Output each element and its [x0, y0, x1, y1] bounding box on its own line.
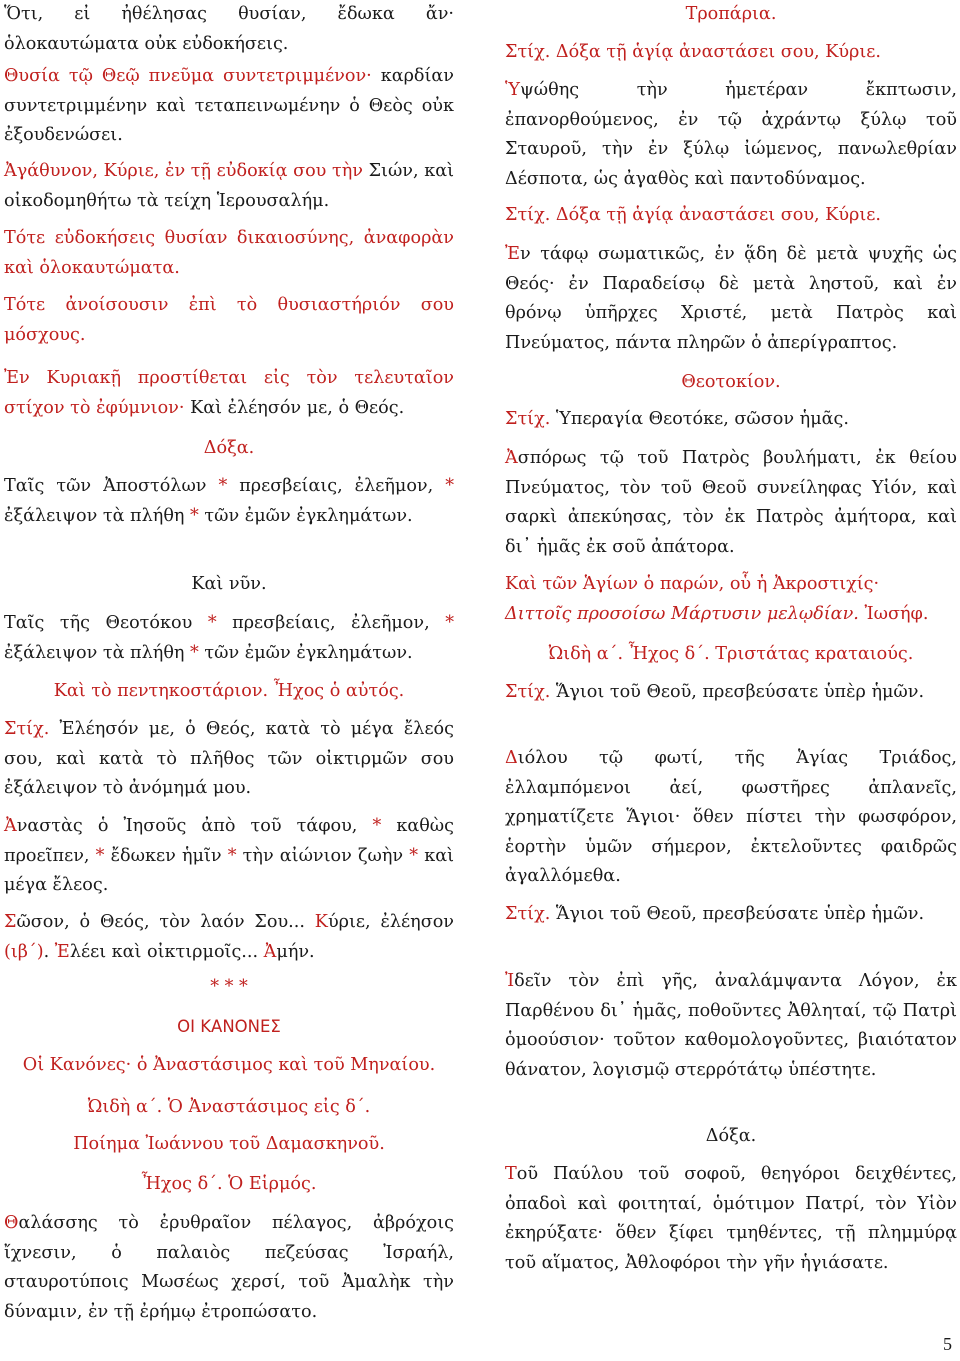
doxa-heading-right: Δόξα. [705, 1126, 757, 1146]
theotokion-text [505, 444, 957, 562]
text-segment: ἔδωκεν ἡμῖν [104, 845, 228, 866]
troparion-5 [505, 967, 957, 1085]
pentekostarion-heading: Καὶ τὸ πεντηκοστάριον. Ἦχος ὁ αὐτός. [53, 681, 405, 701]
text-segment: ιόλου τῷ φωτί, τῆς Ἁγίας Τριάδος, ἐλλαμπόμενοι ἀεί, φωστῆρες ἀπλανεῖς, χρηματίζετε Ἅγιοι· ὅθεν πίστει τὴν φωσφόρον, ἑορτὴν ὑμῶν σήμερον, ἐκτελοῦντες φαιδρῶς ἀγαλλόμεθα. [505, 748, 957, 886]
red-asterisk: * [190, 642, 199, 663]
akrostichis-italic: Διττοῖς προσοίσω Μάρτυσιν μελῳδίαν. [505, 603, 859, 624]
stichos-label: Στίχ. [505, 42, 551, 62]
stichos-text: Ἅγιοι τοῦ Θεοῦ, πρεσβεύσατε ὑπὲρ ἡμῶν. [550, 682, 925, 702]
text-segment: πρεσβείαις, ἐλεῆμον, [216, 613, 446, 633]
text-segment: ἐξάλειψον τὰ πλήθη [4, 505, 191, 526]
stichos-4 [505, 678, 957, 708]
stichos-5 [505, 900, 957, 930]
sunday-rubric [4, 364, 454, 423]
page-number: 5 [943, 1334, 952, 1354]
verse-red-lead: Θυσία τῷ Θεῷ πνεῦμα συντετριμμένον· [4, 66, 381, 86]
red-asterisk: * [227, 845, 237, 866]
text-segment: καὶ μέγα ἔλεος. [4, 845, 454, 895]
verse-body: ἀναφορὰν καὶ ὁλοκαυτώματα. [4, 228, 454, 278]
psalm-verse-2 [4, 62, 454, 151]
red-initial: Θ [4, 1213, 19, 1233]
red-initial: Ἐ [505, 244, 521, 264]
ode-line: Ὠιδὴ α΄. Ἦχος δ΄. Τριστάτας κραταιούς. [548, 644, 914, 664]
red-initial: Ἀ [505, 448, 518, 468]
stichos-1 [505, 38, 957, 68]
stichos-label: Στίχ. [505, 682, 551, 702]
ode-heading: Ὠιδὴ α΄. Ὁ Ἀναστάσιμος εἰς δ΄. [87, 1097, 371, 1117]
psalm-verse-4 [4, 224, 454, 283]
text-segment: ῶσον, ὁ Θεός, τὸν λαόν Σου... [16, 912, 315, 932]
echos-heading: Ἦχος δ΄. Ὁ Εἱρμός. [141, 1174, 317, 1194]
text-segment: οῦ Παύλου τοῦ σοφοῦ, θεηγόροι δειχθέντες, ὀπαδοὶ καὶ φοιτηταί, ὁμότιμον Πατρί, τὸν Υἱὸν ἐκηρύξατε· ὅθεν ξίφει τμηθέντες, τῇ πλημμύρᾳ τοῦ αἵματος, Ἀθλοφόροι τὴν γῆν ἡγιάσατε. [505, 1164, 957, 1273]
theotokos-troparion [4, 609, 454, 668]
text-segment: μήν. [276, 941, 315, 962]
red-asterisk: * [445, 476, 454, 496]
psalm-verse-1: Ὅτι, εἰ ἠθέλησας θυσίαν, ἔδωκα ἄν· ὁλοκαυτώματα οὐκ εὐδοκήσεις. [4, 4, 454, 54]
stichos-text: Δόξα τῇ ἁγίᾳ ἀναστάσει σου, Κύριε. [550, 42, 881, 62]
red-initial: Σ [4, 912, 17, 932]
red-asterisk: * [445, 613, 455, 633]
ephymnion: Καὶ ἐλέησόν με, ὁ Θεός. [190, 397, 405, 418]
akrostichis-author: Ἰωσήφ. [858, 603, 929, 624]
red-initial: Ἀ [4, 816, 17, 836]
red-asterisk: * [190, 505, 199, 526]
stichos-2 [505, 201, 957, 231]
red-initial: Ὑ [505, 80, 520, 100]
stichos-3 [505, 405, 957, 435]
stichos-label: Στίχ. [505, 205, 551, 225]
text-segment: δεῖν τὸν ἐπὶ γῆς, ἀναλάμψαντα Λόγον, ἐκ Παρθένου δι᾽ ἡμᾶς, ποθοῦντες Ἀθληταί, τῷ Πατρὶ ὁμοούσιον· τοῦτον καθομολογοῦντες, βιαιότατον θάνατον, λογισμῷ στερρότάτῳ ὑπέστητε. [505, 971, 957, 1080]
text-segment: σπόρως τῷ τοῦ Πατρὸς βουλήματι, ἐκ θείου Πνεύματος, τὸν τοῦ Θεοῦ συνείληφας Υἱόν, καὶ σαρκὶ ἀπεκύησας, τὸν ἐκ Πατρὸς ἀμήτορα, καὶ δι᾽ ἡμᾶς ἐκ σοῦ ἀπάτορα. [505, 448, 957, 557]
text-segment: ψώθης τὴν ἡμετέραν ἔκπτωσιν, ἐπανορθούμενος, ἐν τῷ ἀχράντῳ ξύλῳ τοῦ Σταυροῦ, τὴν ἐν ξύλῳ ἰώμενος, πανωλεθρίαν Δέσποτα, ὡς ἀγαθὸς καὶ παντοδύναμος. [505, 80, 957, 189]
troparion-2 [505, 240, 957, 358]
kanones-subtitle: Οἱ Κανόνες· ὁ Ἀναστάσιμος καὶ τοῦ Μηναίου. [22, 1055, 436, 1075]
red-initial: Ἀ [263, 941, 277, 962]
anastas-troparion [4, 812, 454, 901]
text-segment: αλάσσης τὸ ἐρυθραῖον πέλαγος, ἀβρόχοις ἴχνεσιν, ὁ παλαιὸς πεζεύσας Ἰσραήλ, σταυροτύποις Μωσέως χερσί, τοῦ Ἀμαλὴκ τὴν δύναμιν, ἐν τῇ ἐρήμῳ ἐτροπώσατο. [4, 1213, 454, 1322]
psalm-verse-3 [4, 157, 454, 216]
red-initial: Ἐ [54, 941, 70, 962]
red-initial: Κ [314, 912, 328, 932]
doxa-heading: Δόξα. [203, 438, 255, 458]
text-segment: ύριε, ἐλέησον [327, 912, 454, 932]
troparion-1 [505, 76, 957, 194]
red-asterisk: * [218, 476, 228, 496]
akrostichis-line-1: Καὶ τῶν Ἁγίων ὁ παρών, οὗ ἡ Ἀκροστιχίς· [505, 574, 880, 594]
kai-nyn-heading: Καὶ νῦν. [191, 574, 267, 594]
apostles-troparion [4, 472, 454, 531]
stichos-text: Ὑπεραγία Θεοτόκε, σῶσον ἡμᾶς. [550, 409, 849, 429]
theotokion-heading: Θεοτοκίον. [681, 372, 781, 392]
verse-red-lead: Ἀγάθυνον, Κύριε, ἐν τῇ εὐδοκίᾳ σου τὴν [4, 161, 369, 181]
red-initial: Δ [505, 748, 518, 768]
text-segment: τῶν ἐμῶν ἐγκλημάτων. [198, 642, 413, 663]
text-segment: τῶν ἐμῶν ἐγκλημάτων. [198, 505, 413, 526]
verse-body: Σιών, καὶ οἰκοδομηθήτω τὰ τείχη Ἱερουσαλήμ. [4, 161, 454, 211]
stichos-label: Στίχ. [505, 409, 551, 429]
heirmos-text [4, 1209, 454, 1327]
text-segment: Ταῖς τῆς Θεοτόκου [4, 613, 208, 633]
akrostichis-line-2 [505, 600, 957, 630]
red-asterisk: * [409, 845, 419, 866]
text-segment: ναστὰς ὁ Ἰησοῦς ἀπὸ τοῦ τάφου, [16, 816, 373, 836]
red-initial: Ἰ [505, 971, 515, 991]
stichos-text: Ἅγιοι τοῦ Θεοῦ, πρεσβεύσατε ὑπὲρ ἡμῶν. [550, 904, 925, 924]
author-line: Ποίημα Ἰωάννου τοῦ Δαμασκηνοῦ. [73, 1134, 385, 1154]
verse-red-lead: Τότε εὐδοκήσεις θυσίαν δικαιοσύνης, [4, 228, 364, 248]
rubric-text: Ἐν Κυριακῇ προστίθεται εἰς τὸν τελευταῖον στίχον τὸ ἐφύμνιον· [4, 368, 454, 418]
stichos-text: Ἐλέησόν με, ὁ Θεός, κατὰ τὸ μέγα ἔλεός σου, καὶ κατὰ τὸ πλῆθος τῶν οἰκτιρμῶν σου ἐξάλειψον τὸ ἀνόμημά μου. [4, 719, 454, 798]
section-asterisks: * * * [210, 977, 248, 997]
red-asterisk: * [95, 845, 105, 866]
stichos-verse [4, 715, 454, 804]
red-initial: Τ [505, 1164, 517, 1184]
text-segment: . [43, 941, 55, 962]
red-asterisk: * [207, 613, 217, 633]
red-asterisk: * [372, 816, 382, 836]
troparion-4 [505, 744, 957, 892]
stichos-label: Στίχ. [505, 904, 551, 924]
troparion-6 [505, 1160, 957, 1278]
psalm-verse-5: Τότε ἀνοίσουσιν ἐπὶ τὸ θυσιαστήριόν σου μόσχους. [4, 295, 454, 345]
repeat-count: (ιβ΄) [4, 941, 44, 962]
soson-prayer [4, 908, 454, 967]
verse-body: καρδίαν συντετριμμένην καὶ τεταπεινωμένην ὁ Θεὸς οὐκ ἐξουδενώσει. [4, 66, 454, 145]
stichos-text: Δόξα τῇ ἁγίᾳ ἀναστάσει σου, Κύριε. [550, 205, 881, 225]
text-segment: ν τάφῳ σωματικῶς, ἐν ᾅδη δὲ μετὰ ψυχῆς ὡς Θεός· ἐν Παραδείσῳ δὲ μετὰ ληστοῦ, καὶ ἐν θρόνῳ ὑπῆρχες Χριστέ, μετὰ Πατρὸς καὶ Πνεύματος, πάντα πληρῶν ὁ ἀπερίγραπτος. [505, 244, 957, 353]
text-segment: πρεσβείαις, ἐλεῆμον, [227, 476, 446, 496]
troparia-heading: Τροπάρια. [685, 4, 777, 24]
stichos-label: Στίχ. [4, 719, 50, 739]
text-segment: λέει καὶ οἰκτιρμοῖς... [69, 941, 264, 962]
text-segment: Ταῖς τῶν Ἀποστόλων [4, 476, 219, 496]
text-segment: καθὼς προεῖπεν, [4, 816, 454, 866]
akrostichis-block [505, 570, 957, 629]
text-segment: ἐξάλειψον τὰ πλήθη [4, 642, 191, 663]
text-segment: τὴν αἰώνιον ζωὴν [236, 845, 410, 866]
kanones-heading: ΟΙ ΚΑΝΟΝΕΣ [177, 1017, 281, 1036]
